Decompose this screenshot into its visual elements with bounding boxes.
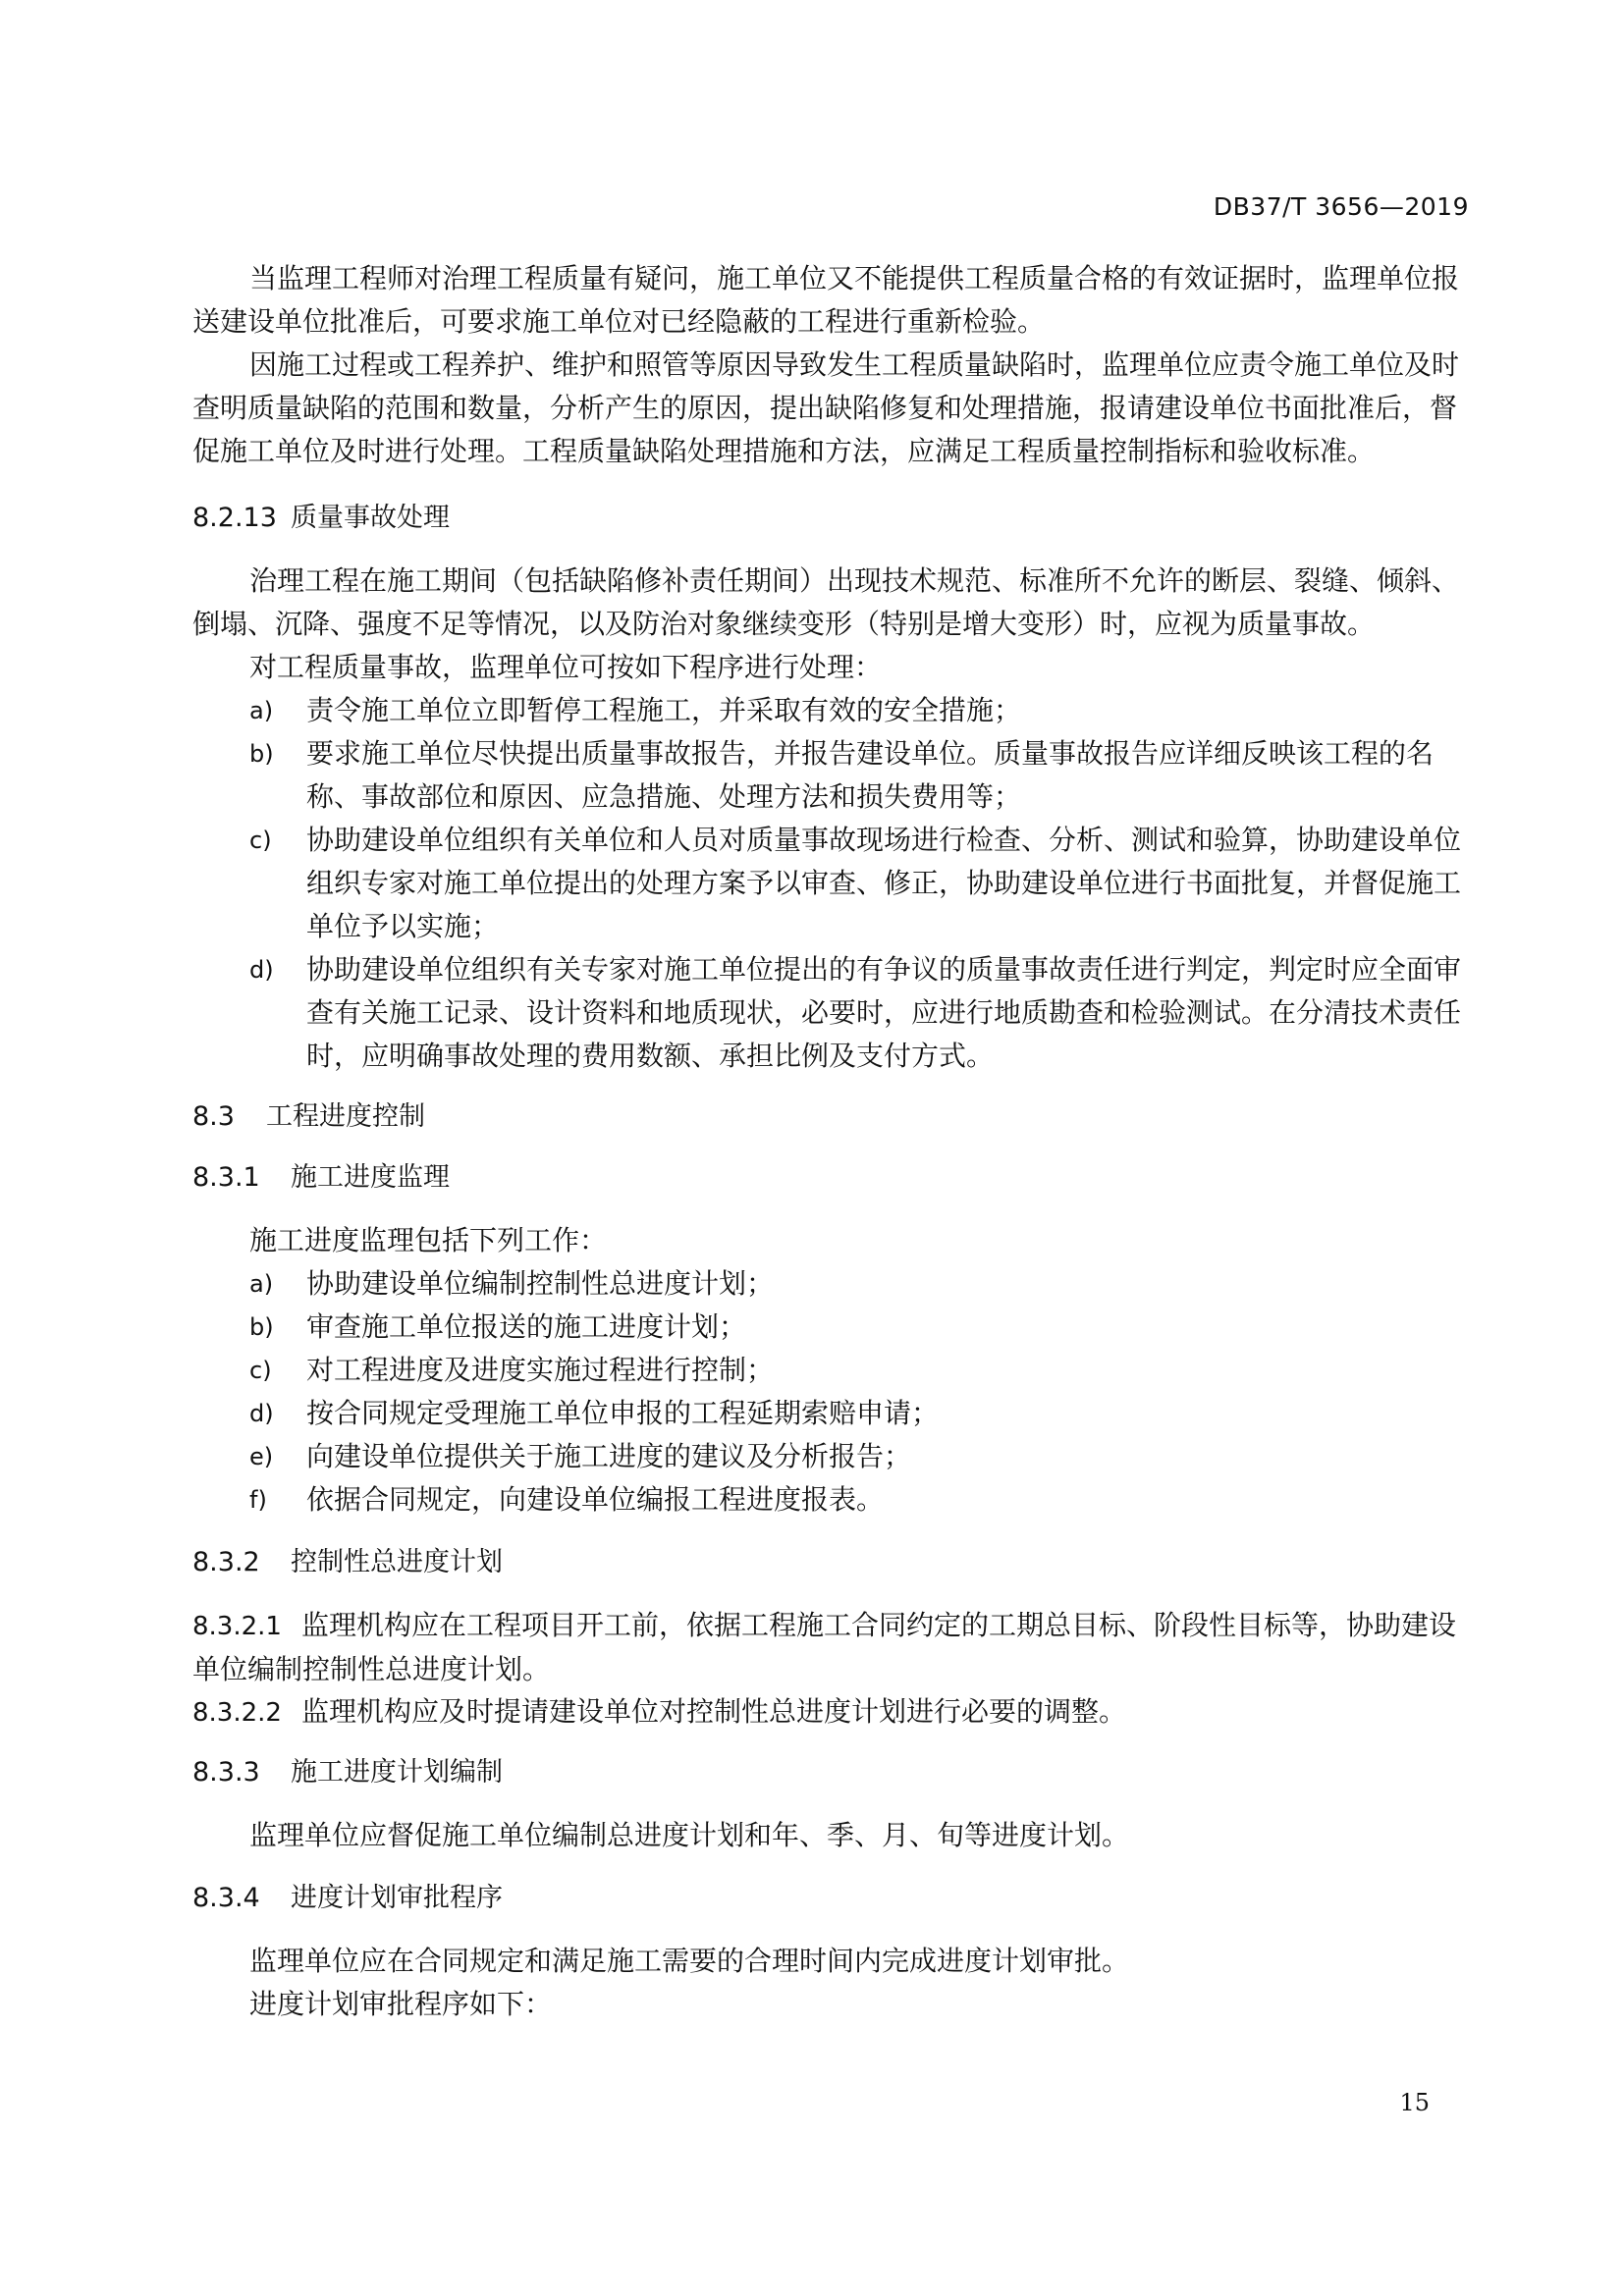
subclause-text: 监理机构应在工程项目开工前，依据工程施工合同约定的工期总目标、阶段性目标等，协助建设单位编制控制性总进度计划。: [192, 1609, 1456, 1685]
paragraph: 因施工过程或工程养护、维护和照管等原因导致发生工程质量缺陷时，监理单位应责令施工单位及时查明质量缺陷的范围和数量，分析产生的原因，提出缺陷修复和处理措施，报请建设单位书面批准后，督促施工单位及时进行处理。工程质量缺陷处理措施和方法，应满足工程质量控制指标和验收标准。: [192, 348, 1460, 467]
paragraph: 监理单位应在合同规定和满足施工需要的合理时间内完成进度计划审批。: [249, 1945, 1130, 1977]
subclause-number: 8.3.2.2: [192, 1698, 282, 1728]
list-text: 依据合同规定，向建设单位编报工程进度报表。: [306, 1483, 885, 1516]
paragraph: 进度计划审批程序如下：: [249, 1988, 553, 2020]
list-marker: a): [249, 1270, 274, 1298]
document-code: DB37/T 3656—2019: [1213, 192, 1469, 221]
subclause-text: 监理机构应及时提请建设单位对控制性总进度计划进行必要的调整。: [300, 1695, 1126, 1728]
subclause: [192, 1690, 1469, 1735]
list-marker: c): [249, 827, 272, 854]
list-item: [249, 689, 1469, 732]
list-text: 责令施工单位立即暂停工程施工，并采取有效的安全措施；: [306, 694, 1022, 726]
paragraph: 监理单位应督促施工单位编制总进度计划和年、季、月、旬等进度计划。: [249, 1819, 1130, 1851]
paragraph: 治理工程在施工期间（包括缺陷修补责任期间）出现技术规范、标准所不允许的断层、裂缝、倾斜、倒塌、沉降、强度不足等情况，以及防治对象继续变形（特别是增大变形）时，应视为质量事故。: [192, 564, 1460, 640]
section-title: 施工进度计划编制: [291, 1757, 503, 1788]
list-marker: e): [249, 1443, 274, 1470]
list-item: [249, 1262, 1469, 1306]
list-item: [249, 819, 1469, 948]
paragraph: 当监理工程师对治理工程质量有疑问，施工单位又不能提供工程质量合格的有效证据时，监理单位报送建设单位批准后，可要求施工单位对已经隐蔽的工程进行重新检验。: [192, 262, 1460, 338]
list-marker: b): [249, 740, 274, 768]
section-title: 质量事故处理: [291, 503, 450, 533]
list-marker: c): [249, 1357, 272, 1384]
list-marker: b): [249, 1313, 274, 1341]
section-title: 施工进度监理: [291, 1162, 450, 1193]
section-title: 工程进度控制: [266, 1101, 425, 1132]
list-text: 向建设单位提供关于施工进度的建议及分析报告；: [306, 1440, 912, 1472]
list-text: 按合同规定受理施工单位申报的工程延期索赔申请；: [306, 1397, 940, 1429]
section-number: 8.3.1: [192, 1162, 260, 1193]
section-heading-8-3-3: [192, 1753, 503, 1792]
page-number: 15: [1399, 2089, 1430, 2116]
paragraph: 对工程质量事故，监理单位可按如下程序进行处理：: [249, 651, 883, 683]
list-item: [249, 1306, 1469, 1349]
section-heading-8-3-1: [192, 1158, 450, 1198]
list-text: 要求施工单位尽快提出质量事故报告，并报告建设单位。质量事故报告应详细反映该工程的名称、事故部位和原因、应急措施、处理方法和损失费用等；: [306, 737, 1435, 813]
section-number: 8.2.13: [192, 503, 277, 533]
list-item: [249, 732, 1469, 819]
list-item: [249, 1349, 1469, 1392]
section-number: 8.3.2: [192, 1547, 260, 1577]
section-heading-8-3-4: [192, 1879, 503, 1918]
list-marker: f): [249, 1486, 267, 1514]
list-marker: d): [249, 1400, 274, 1427]
list-item: [249, 948, 1469, 1078]
list-marker: d): [249, 956, 274, 984]
section-title: 控制性总进度计划: [291, 1547, 503, 1577]
list-item: [249, 1435, 1469, 1478]
list-text: 协助建设单位组织有关专家对施工单位提出的有争议的质量事故责任进行判定，判定时应全面审查有关施工记录、设计资料和地质现状，必要时，应进行地质勘查和检验测试。在分清技术责任时，应明确事故处理的费用数额、承担比例及支付方式。: [306, 953, 1462, 1072]
section-heading-8-3: [192, 1097, 425, 1137]
section-heading-8-2-13: [192, 499, 450, 538]
section-heading-8-3-2: [192, 1543, 503, 1582]
list-item: [249, 1478, 1469, 1522]
paragraph: 施工进度监理包括下列工作：: [249, 1224, 608, 1256]
list-text: 审查施工单位报送的施工进度计划；: [306, 1310, 747, 1343]
subclause: [192, 1604, 1469, 1691]
section-number: 8.3.3: [192, 1757, 260, 1788]
section-number: 8.3.4: [192, 1883, 260, 1913]
section-title: 进度计划审批程序: [291, 1883, 503, 1913]
list-text: 对工程进度及进度实施过程进行控制；: [306, 1354, 775, 1386]
list-text: 协助建设单位组织有关单位和人员对质量事故现场进行检查、分析、测试和验算，协助建设单位组织专家对施工单位提出的处理方案予以审查、修正，协助建设单位进行书面批复，并督促施工单位予以实施；: [306, 824, 1462, 942]
subclause-number: 8.3.2.1: [192, 1612, 282, 1641]
list-item: [249, 1392, 1469, 1435]
list-text: 协助建设单位编制控制性总进度计划；: [306, 1267, 775, 1300]
list-marker: a): [249, 697, 274, 724]
section-number: 8.3: [192, 1101, 235, 1132]
